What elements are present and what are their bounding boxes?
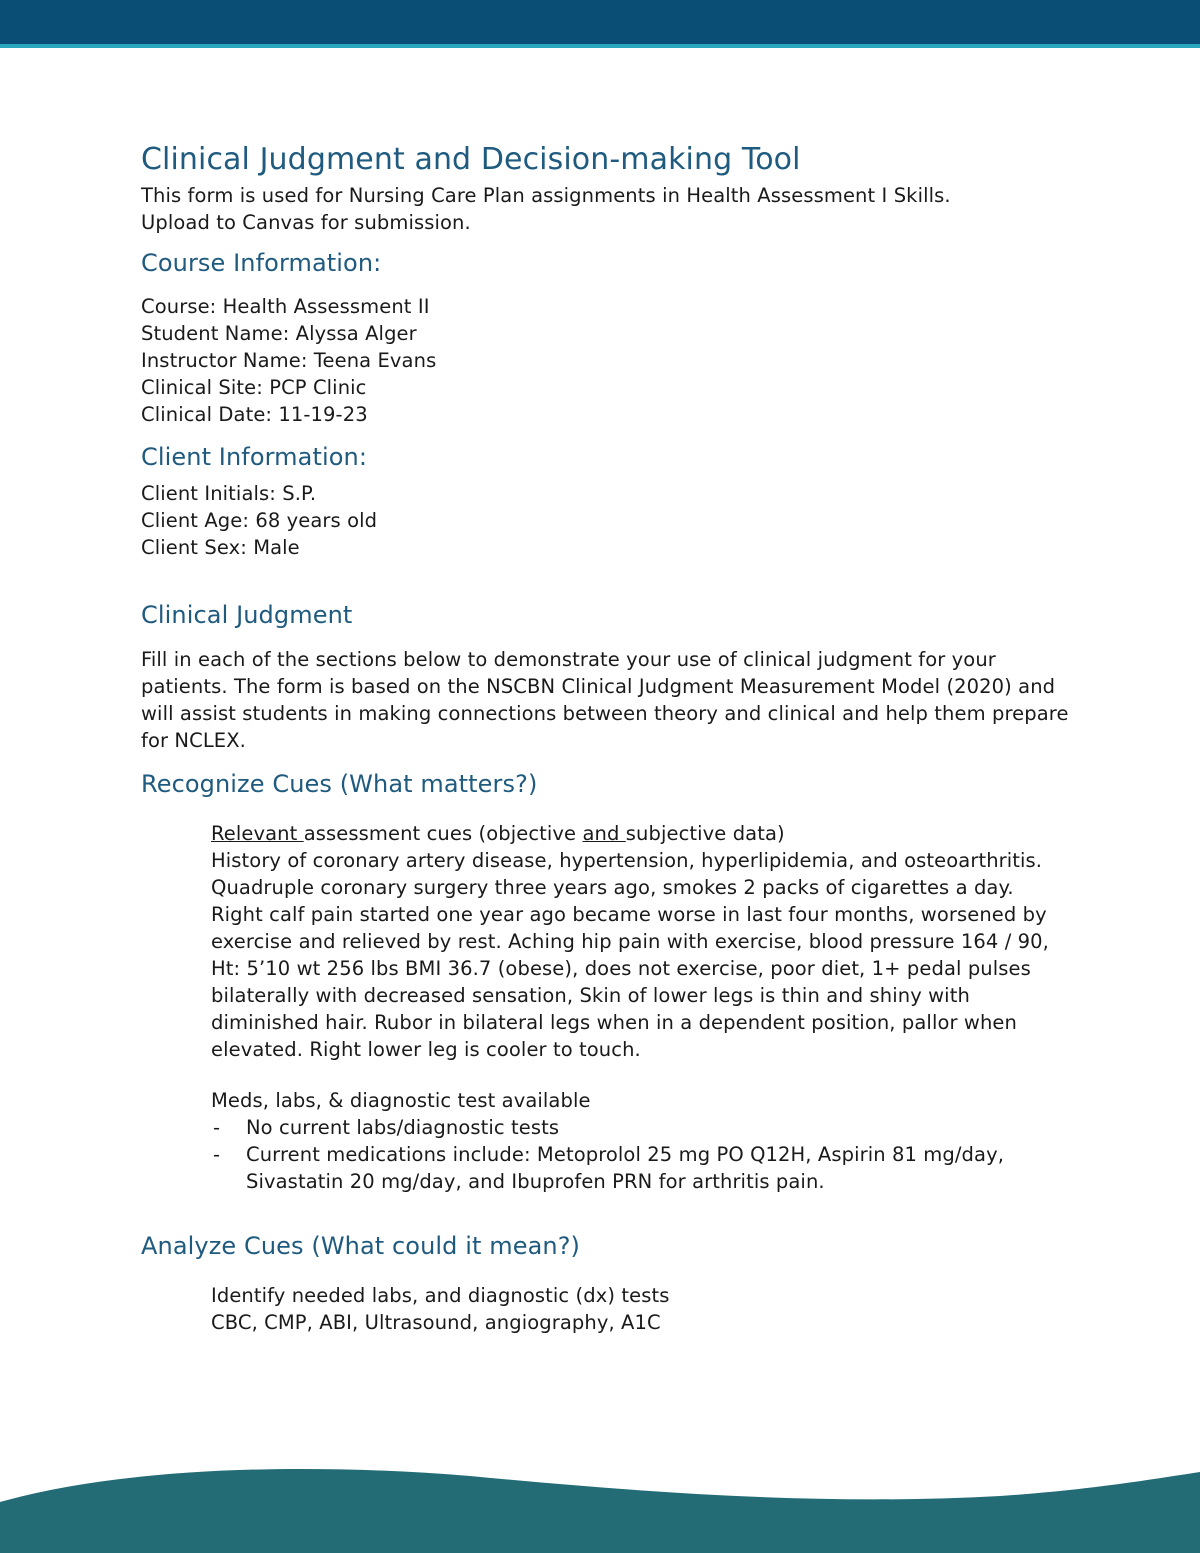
- analyze-cues-heading: Analyze Cues (What could it mean?): [141, 1232, 581, 1260]
- course-info-heading: Course Information:: [141, 249, 382, 277]
- meds-labs-list: [211, 1114, 1071, 1195]
- document-title: Clinical Judgment and Decision-making Tool: [141, 142, 801, 177]
- client-initials: Client Initials: S.P.: [141, 482, 317, 505]
- footer-wave: [0, 1460, 1200, 1553]
- header-bar: [0, 0, 1200, 44]
- clinical-judgment-heading: Clinical Judgment: [141, 601, 353, 629]
- instructor-name: Instructor Name: Teena Evans: [141, 349, 437, 372]
- label-middle: assessment cues (objective: [303, 822, 583, 845]
- clinical-site: Clinical Site: PCP Clinic: [141, 376, 367, 399]
- and-underlined: and: [582, 822, 626, 845]
- document-body: [141, 138, 1071, 1336]
- clinical-judgment-instructions: Fill in each of the sections below to demonstrate your use of clinical judgment for your patients. The form is based on the NSCBN Clinical Judgment Measurement Model (2020) and will assist students in making connections between theory and clinical and help them prepare for NCLEX.: [141, 648, 1069, 752]
- list-item: - No current labs/diagnostic tests: [211, 1114, 1071, 1141]
- list-item: - Current medications include: Metoprolol 25 mg PO Q12H, Aspirin 81 mg/day, Sivastatin 20 mg/day, and Ibuprofen PRN for arthritis pain.: [211, 1141, 1071, 1195]
- needed-tests-list: CBC, CMP, ABI, Ultrasound, angiography, A1C: [211, 1311, 661, 1334]
- label-end: subjective data): [625, 822, 785, 845]
- client-info-block: [141, 480, 1071, 561]
- needed-tests-label: Identify needed labs, and diagnostic (dx) tests: [211, 1284, 670, 1307]
- header-accent-line: [0, 44, 1200, 48]
- relevant-underlined: Relevant: [211, 822, 304, 845]
- course-info-block: [141, 293, 1071, 428]
- footer-wave-shape: [0, 1469, 1200, 1553]
- clinical-date: Clinical Date: 11-19-23: [141, 403, 368, 426]
- relevant-cues-text: History of coronary artery disease, hypertension, hyperlipidemia, and osteoarthritis. Quadruple coronary surgery three years ago, smokes 2 packs of cigarettes a day. Right calf pain started one year ago became worse in last four months, worsened by exercise and relieved by rest. Aching hip pain with exercise, blood pressure 164 / 90, Ht: 5’10 wt 256 lbs BMI 36.7 (obese), does not exercise, poor diet, 1+ pedal pulses bilaterally with decreased sensation, Skin of lower legs is thin and shiny with diminished hair. Rubor in bilateral legs when in a dependent position, pallor when elevated. Right lower leg is cooler to touch.: [211, 849, 1049, 1061]
- client-age: Client Age: 68 years old: [141, 509, 378, 532]
- relevant-cues-label: [211, 820, 1071, 847]
- recognize-cues-heading: Recognize Cues (What matters?): [141, 770, 538, 798]
- student-name: Student Name: Alyssa Alger: [141, 322, 417, 345]
- meds-labs-label: Meds, labs, & diagnostic test available: [211, 1089, 591, 1112]
- intro-text-line-1: This form is used for Nursing Care Plan assignments in Health Assessment I Skills.: [141, 184, 951, 207]
- client-info-heading: Client Information:: [141, 443, 368, 471]
- analyze-cues-section: [211, 1282, 1071, 1336]
- recognize-cues-section: [211, 820, 1071, 1195]
- client-sex: Client Sex: Male: [141, 536, 300, 559]
- intro-text-line-2: Upload to Canvas for submission.: [141, 211, 471, 234]
- course-name: Course: Health Assessment II: [141, 295, 430, 318]
